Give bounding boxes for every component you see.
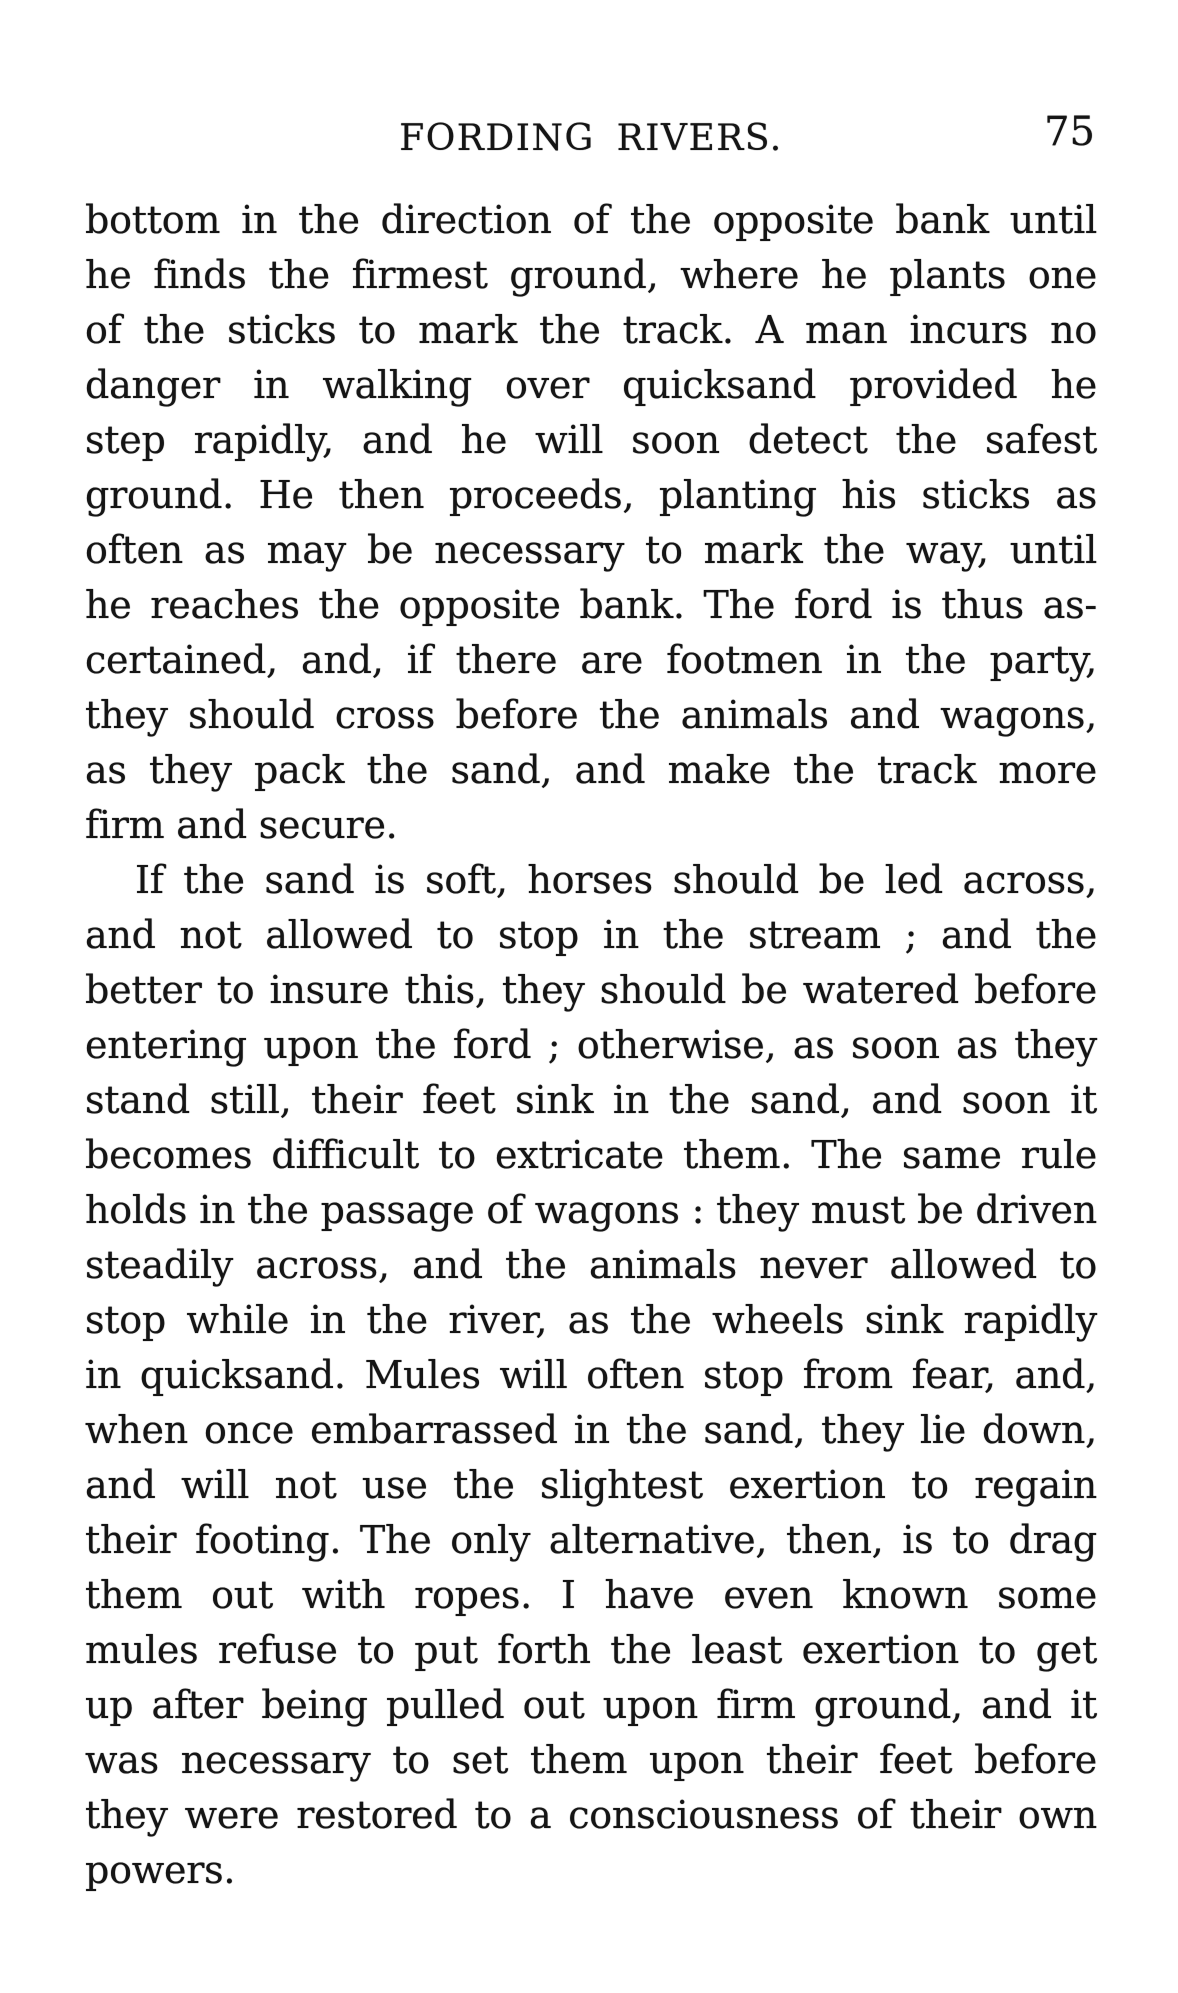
page-title: FORDING RIVERS. [399,118,783,159]
page-number: 75 [1044,109,1095,155]
text-line-paragraph-start: If the sand is soft, horses should be led across, [135,858,1097,902]
text-line: mules refuse to put forth the least exertion to get [85,1628,1097,1672]
text-line: he reaches the opposite bank. The ford is thus as- [85,583,1097,627]
text-line: they were restored to a consciousness of their own [85,1793,1097,1837]
text-line: becomes difficult to extricate them. The same rule [85,1133,1097,1177]
text-line: ground. He then proceeds, planting his sticks as [85,473,1097,517]
text-line: and not allowed to stop in the stream ; and the [85,913,1097,957]
text-line: steadily across, and the animals never allowed to [85,1243,1097,1287]
text-line: of the sticks to mark the track. A man incurs no [85,308,1097,352]
body-text [85,193,1097,1898]
text-line-paragraph-end: firm and secure. [85,803,398,847]
text-line: they should cross before the animals and wagons, [85,693,1097,737]
text-line: holds in the passage of wagons : they must be driven [85,1188,1097,1232]
text-line: danger in walking over quicksand provided he [85,363,1097,407]
text-line: stop while in the river, as the wheels sink rapidly [85,1298,1097,1342]
text-line: their footing. The only alternative, then, is to drag [85,1518,1097,1562]
text-line: them out with ropes. I have even known some [85,1573,1097,1617]
text-line: when once embarrassed in the sand, they lie down, [85,1408,1097,1452]
text-line: up after being pulled out upon firm ground, and it [85,1683,1097,1727]
text-line: as they pack the sand, and make the track more [85,748,1097,792]
text-line: and will not use the slightest exertion to regain [85,1463,1097,1507]
running-header [85,109,1097,160]
text-line: better to insure this, they should be watered before [85,968,1097,1012]
text-line: certained, and, if there are footmen in the party, [85,638,1097,682]
text-line: was necessary to set them upon their feet before [85,1738,1097,1782]
text-line: often as may be necessary to mark the way, until [85,528,1097,572]
text-line-paragraph-end: powers. [85,1848,236,1892]
text-line: he finds the firmest ground, where he plants one [85,253,1097,297]
text-line: in quicksand. Mules will often stop from fear, and, [85,1353,1097,1397]
text-line: step rapidly, and he will soon detect the safest [85,418,1097,462]
text-line: bottom in the direction of the opposite bank until [85,198,1097,242]
text-line: stand still, their feet sink in the sand, and soon it [85,1078,1097,1122]
text-line: entering upon the ford ; otherwise, as soon as they [85,1023,1097,1067]
